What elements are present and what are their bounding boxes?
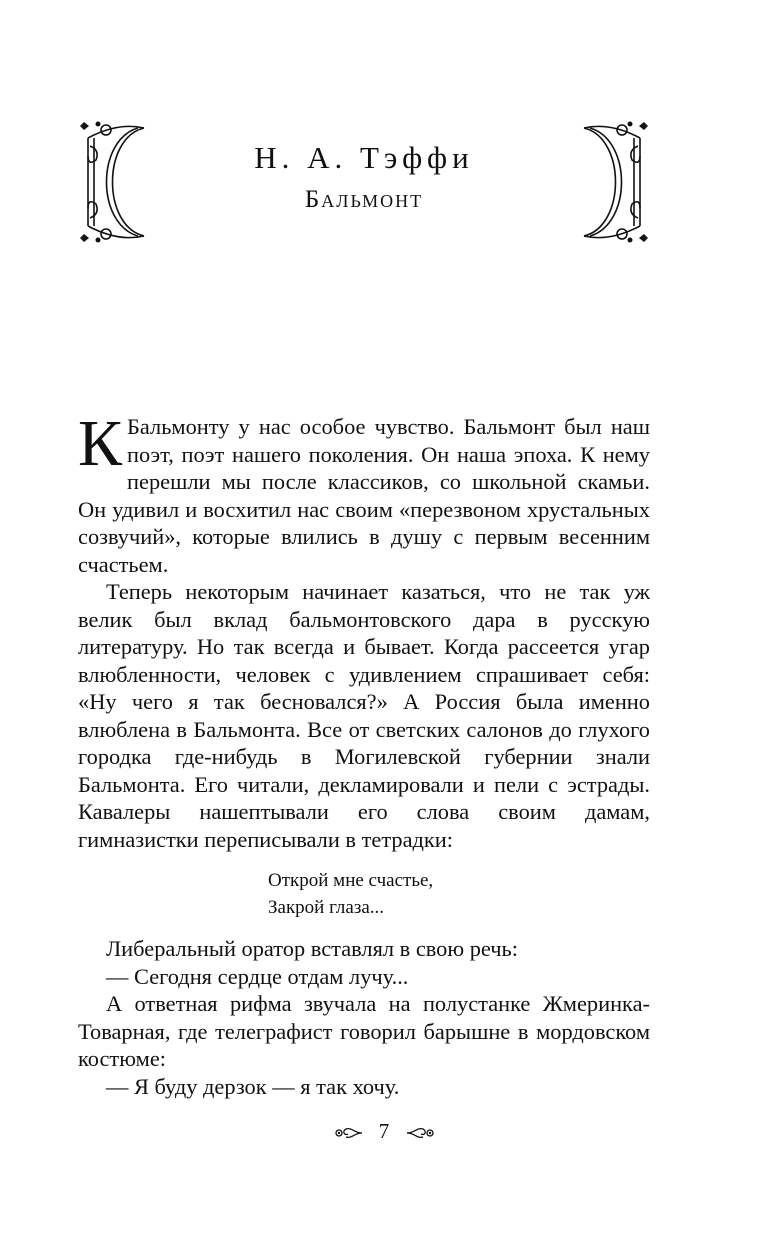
page-footer (0, 1118, 768, 1144)
chapter-title: Бальмонт (304, 186, 424, 213)
author-name: Н. А. Тэффи (254, 140, 474, 175)
flourish-left-icon (334, 1125, 364, 1141)
paragraph: Теперь некоторым начинает казаться, что не так уж велик был вклад бальмонтовского дара в русскую литературу. Но так всегда и бывает. Когда рассеется угар влюбленности, человек с удивлением спрашивает себя: «Ну чего я так бесновался?» А Россия была именно влюблена в Бальмонта. Все от светских салонов до глухого городка где-нибудь в Могилевской губернии знали Бальмонта. Его читали, декламировали и пели с эстрады. Кавалеры нашептывали его слова своим дамам, гимназистки переписывали в тетрадки: (78, 579, 650, 852)
flourish-right-icon (405, 1125, 435, 1141)
paragraph: А ответная рифма звучала на полустанке Жмеринка-Товарная, где телеграфист говорил барышне в мордовском костюме: (78, 991, 650, 1071)
paragraph: К Бальмонту у нас особое чувство. Бальмонт был наш поэт, поэт нашего поколения. Он наша эпоха. К нему перешли мы после классиков, со школьной скамьи. Он удивил и восхитил нас своим «перезвоном хрустальных созвучий», которые влились в душу с первым весенним счастьем. (78, 407, 650, 577)
body-text (78, 407, 650, 1100)
verse-line: Открой мне счастье, (268, 870, 434, 891)
ornament-right-icon (578, 116, 650, 248)
chapter-header (78, 116, 650, 248)
dialogue-line: — Я буду дерзок — я так хочу. (106, 1073, 400, 1099)
dialogue-line: — Сегодня сердце отдам лучу... (106, 963, 409, 989)
verse-quote (268, 867, 650, 921)
page-number: 7 (378, 1119, 390, 1143)
ornament-left-icon (78, 116, 150, 248)
drop-cap: К (78, 407, 123, 480)
verse-line: Закрой глаза... (268, 897, 385, 918)
paragraph: Либеральный оратор вставлял в свою речь: (106, 936, 518, 961)
